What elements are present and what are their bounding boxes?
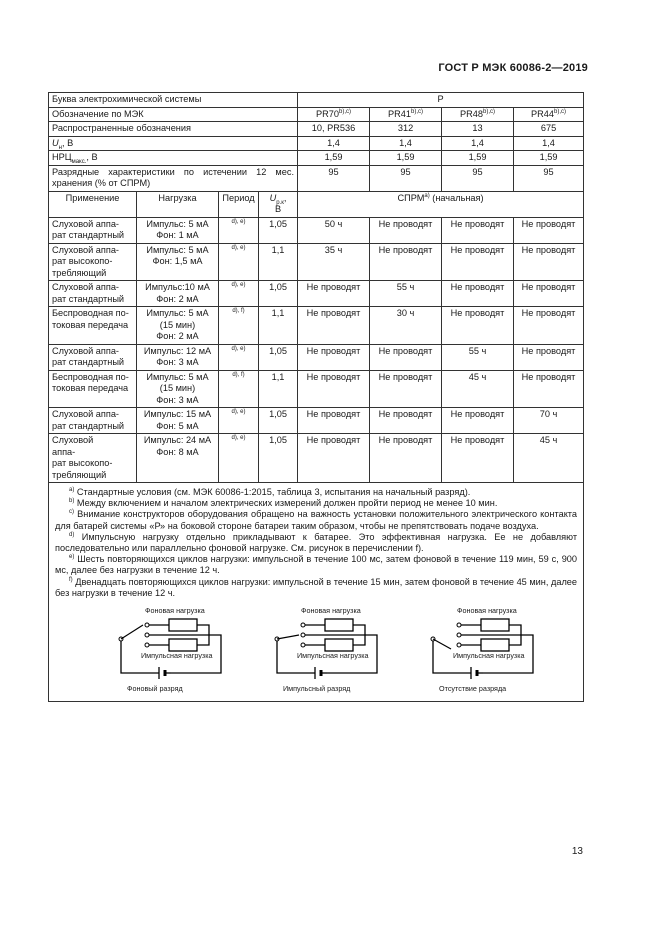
cell-line: Слуховой аппа- xyxy=(52,345,119,356)
row-storage-discharge xyxy=(49,165,584,191)
iec-code: $PR48^{b),c)}$ xyxy=(442,107,514,122)
end-voltage-cell: 1,05 xyxy=(259,281,298,307)
footnote-mark: c) xyxy=(69,509,74,516)
row-common-designations xyxy=(49,122,584,137)
load-cell xyxy=(137,307,219,345)
period-footnote: d), e) xyxy=(231,345,246,352)
table-cell: 95 xyxy=(370,165,442,191)
period-footnote: d), e) xyxy=(231,281,246,288)
table-cell: 1,4 xyxy=(442,136,514,151)
duration-cell: Не проводят xyxy=(370,370,442,408)
footnote-mark: d) xyxy=(69,531,75,538)
duration-cell: 45 ч xyxy=(514,434,584,483)
duration-cell: 55 ч xyxy=(442,344,514,370)
table-row xyxy=(49,370,584,408)
discharge-mode-label: Отсутствие разряда xyxy=(439,684,507,694)
duration-cell: Не проводят xyxy=(370,243,442,281)
circuit-diagram xyxy=(109,605,231,695)
table-row xyxy=(49,344,584,370)
duration-cell: Не проводят xyxy=(442,243,514,281)
duration-cell: Не проводят xyxy=(442,217,514,243)
cell-line: рат высокопо- xyxy=(52,458,113,468)
table-cell: 1,59 xyxy=(442,151,514,166)
row-system-letter xyxy=(49,93,584,108)
table-cell: 312 xyxy=(370,122,442,137)
end-voltage-cell: 1,05 xyxy=(259,434,298,483)
duration-cell: Не проводят xyxy=(514,307,584,345)
load-cell xyxy=(137,408,219,434)
circuit-diagrams xyxy=(75,605,577,695)
table-cell: 1,4 xyxy=(514,136,584,151)
cell-line: Импульс: 15 мА xyxy=(143,409,212,419)
cell-line: рат стандартный xyxy=(52,357,125,367)
end-voltage-cell: 1,05 xyxy=(259,344,298,370)
table-cell: 1,59 xyxy=(370,151,442,166)
table-cell: 1,4 xyxy=(298,136,370,151)
circuit-schematic xyxy=(109,605,231,685)
duration-cell: Не проводят xyxy=(514,344,584,370)
table-cell: 95 xyxy=(298,165,370,191)
end-voltage-cell: 1,1 xyxy=(259,307,298,345)
duration-cell: Не проводят xyxy=(370,217,442,243)
header-load: Нагрузка xyxy=(137,191,219,217)
cell-line: рат стандартный xyxy=(52,230,125,240)
circuit-diagram xyxy=(265,605,387,695)
cell-line: токовая передача xyxy=(52,383,129,393)
duration-cell: Не проводят xyxy=(298,281,370,307)
duration-cell: 55 ч xyxy=(370,281,442,307)
duration-cell: Не проводят xyxy=(442,281,514,307)
table-row xyxy=(49,243,584,281)
footnote xyxy=(55,554,577,576)
duration-cell: Не проводят xyxy=(298,434,370,483)
duration-cell: Не проводят xyxy=(514,217,584,243)
period-cell xyxy=(219,307,259,345)
period-footnote: d), e) xyxy=(231,244,246,251)
duration-cell: Не проводят xyxy=(514,281,584,307)
end-voltage-cell: 1,05 xyxy=(259,408,298,434)
cell-line: Фон: 3 мА xyxy=(156,357,199,367)
footnote-text: Стандартные условия (см. МЭК 60086-1:2015, таблица 3, испытания на начальный разряд). xyxy=(74,487,471,497)
period-footnote: d), e) xyxy=(231,218,246,225)
row-max-ocv xyxy=(49,151,584,166)
row-iec-designation xyxy=(49,107,584,122)
cell-line: (15 мин) xyxy=(159,319,196,330)
footnote-text: Шесть повторяющихся циклов нагрузки: импульсной в течение 100 мс, затем фоновой в течение 119 мин, 59 с, 900 мс, далее без нагрузки в течение 12 ч. xyxy=(55,554,578,576)
cell-line: Фон: 1 мА xyxy=(156,230,199,240)
document-header: ГОСТ Р МЭК 60086-2—2019 xyxy=(438,62,588,74)
table-cell: 95 xyxy=(514,165,584,191)
application-cell xyxy=(49,408,137,434)
duration-cell: Не проводят xyxy=(514,370,584,408)
period-cell xyxy=(219,281,259,307)
load-cell xyxy=(137,370,219,408)
storage-discharge-label: Разрядные характеристики по истечении 12 мес. хранения (% от СПРМ) xyxy=(49,165,298,191)
footnote xyxy=(55,509,577,531)
table-row xyxy=(49,434,584,483)
footnote-text: Между включением и началом электрических измерений должен пройти период не менее 10 мин. xyxy=(74,498,498,509)
footnote-mark: a) xyxy=(69,486,75,493)
duration-cell: 35 ч xyxy=(298,243,370,281)
cell-line: Импульс: 5 мА xyxy=(146,218,209,229)
background-load-label: Фоновая нагрузка xyxy=(457,606,517,616)
pulse-load-label: Импульсная нагрузка xyxy=(297,651,369,661)
application-cell xyxy=(49,217,137,243)
footnote-text: Внимание конструкторов оборудования обращено на важность установки положительного электрического контакта для батарей системы «Р» на боковой стороне батареи таким образом, чтобы не препятствовать подаче воздуха. xyxy=(55,509,578,531)
pulse-load-label: Импульсная нагрузка xyxy=(141,651,213,661)
circuit-schematic xyxy=(265,605,387,685)
cell-line: Импульс: 5 мА xyxy=(146,244,209,255)
duration-cell: Не проводят xyxy=(298,408,370,434)
table-cell: 675 xyxy=(514,122,584,137)
duration-cell: Не проводят xyxy=(514,243,584,281)
header-end-voltage: $U_{р.к}$, В xyxy=(259,191,298,217)
cell-line: Импульс: 12 мА xyxy=(143,345,212,356)
header-period: Период xyxy=(219,191,259,217)
iec-code: $PR44^{b),c)}$ xyxy=(514,107,584,122)
cell-line: Фон: 1,5 мА xyxy=(152,256,203,266)
period-cell xyxy=(219,217,259,243)
cell-line: Слуховой аппа- xyxy=(52,282,119,292)
iec-code: $PR70^{b),c)}$ xyxy=(298,107,370,122)
duration-cell: Не проводят xyxy=(370,408,442,434)
background-load-label: Фоновая нагрузка xyxy=(301,606,361,616)
footnote-mark: b) xyxy=(69,498,75,505)
cell-line: Фон: 2 мА xyxy=(156,331,199,341)
period-cell xyxy=(219,408,259,434)
footnote-text: Импульсную нагрузку отдельно прикладывают к батарее. Это эффективная нагрузка. Ее не добавляют последовательно или параллельно фоновой нагрузке. См. рисунок в перечислении f). xyxy=(55,531,578,554)
cell-line: токовая передача xyxy=(52,319,129,330)
cell-line: Фон: 8 мА xyxy=(156,446,199,457)
application-cell xyxy=(49,434,137,483)
footnotes xyxy=(55,487,577,599)
max-ocv-label: $НРЦ_{макс.}$, В xyxy=(49,151,298,166)
footnote-mark: f) xyxy=(69,576,73,583)
cell-line: рат стандартный xyxy=(52,420,125,431)
cell-line: Слуховой аппа- xyxy=(52,244,119,255)
footnote xyxy=(55,498,577,509)
header-application: Применение xyxy=(49,191,137,217)
footnote xyxy=(55,532,577,554)
iec-code: $PR41^{b),c)}$ xyxy=(370,107,442,122)
period-cell xyxy=(219,243,259,281)
application-cell xyxy=(49,370,137,408)
table-row xyxy=(49,281,584,307)
application-cell xyxy=(49,307,137,345)
cell-line: требляющий xyxy=(52,267,107,278)
duration-cell: Не проводят xyxy=(298,370,370,408)
battery-specs-table xyxy=(48,92,584,702)
load-cell xyxy=(137,344,219,370)
table-cell: 1,59 xyxy=(298,151,370,166)
cell-line: Беспроводная по- xyxy=(52,371,129,382)
common-designations-label: Распространенные обозначения xyxy=(49,122,298,137)
footnote xyxy=(55,577,577,599)
end-voltage-cell: 1,05 xyxy=(259,217,298,243)
cell-line: аппа- xyxy=(52,446,76,457)
row-notes xyxy=(49,483,584,702)
load-cell xyxy=(137,217,219,243)
circuit-diagram xyxy=(421,605,543,695)
page-number: 13 xyxy=(571,846,583,857)
load-cell xyxy=(137,434,219,483)
application-cell xyxy=(49,344,137,370)
header-min-duration: СПРМ$^{a)}$ (начальная) xyxy=(298,191,584,217)
table-cell: 1,59 xyxy=(514,151,584,166)
period-cell xyxy=(219,434,259,483)
application-cell xyxy=(49,243,137,281)
cell-line: Импульс: 24 мА xyxy=(143,435,212,445)
row-nominal-voltage xyxy=(49,136,584,151)
system-letter-label: Буква электрохимической системы xyxy=(49,93,298,108)
cell-line: (15 мин) xyxy=(159,383,196,393)
system-letter-value: P xyxy=(298,93,584,108)
pulse-load-label: Импульсная нагрузка xyxy=(453,651,525,661)
cell-line: Фон: 3 мА xyxy=(156,394,199,405)
duration-cell: Не проводят xyxy=(370,344,442,370)
cell-line: Слуховой xyxy=(52,435,94,445)
period-footnote: d), e) xyxy=(231,434,246,441)
circuit-schematic xyxy=(421,605,543,685)
cell-line: Беспроводная по- xyxy=(52,308,129,318)
duration-cell: Не проводят xyxy=(442,434,514,483)
discharge-mode-label: Импульсный разряд xyxy=(283,684,351,694)
end-voltage-cell: 1,1 xyxy=(259,243,298,281)
load-cell xyxy=(137,243,219,281)
cell-line: рат высокопо- xyxy=(52,256,113,266)
cell-line: Импульс:10 мА xyxy=(145,282,210,292)
footnote xyxy=(55,487,577,498)
period-cell xyxy=(219,370,259,408)
footnote-text: Двенадцать повторяющихся циклов нагрузки: импульсной в течение 15 мин, затем фоновой в течение 45 мин, далее без нагрузки в течение 12 ч. xyxy=(55,576,578,598)
test-rows xyxy=(49,217,584,483)
cell-line: Импульс: 5 мА xyxy=(146,371,209,382)
duration-cell: 45 ч xyxy=(442,370,514,408)
duration-cell: Не проводят xyxy=(442,408,514,434)
cell-line: Слуховой аппа- xyxy=(52,409,119,419)
cell-line: Слуховой аппа- xyxy=(52,218,119,229)
cell-line: Фон: 5 мА xyxy=(156,420,199,431)
nominal-voltage-label: $U_н$, В xyxy=(49,136,298,151)
duration-cell: 30 ч xyxy=(370,307,442,345)
period-footnote: d), f) xyxy=(232,307,245,314)
table-row xyxy=(49,408,584,434)
period-footnote: d), e) xyxy=(231,408,246,415)
period-footnote: d), f) xyxy=(232,371,245,378)
duration-cell: Не проводят xyxy=(442,307,514,345)
application-cell xyxy=(49,281,137,307)
table-cell: 10, PR536 xyxy=(298,122,370,137)
iec-designation-label: Обозначение по МЭК xyxy=(49,107,298,122)
duration-cell: 70 ч xyxy=(514,408,584,434)
cell-line: Импульс: 5 мА xyxy=(146,308,209,318)
end-voltage-cell: 1,1 xyxy=(259,370,298,408)
table-cell: 13 xyxy=(442,122,514,137)
table-cell: 95 xyxy=(442,165,514,191)
table-row xyxy=(49,217,584,243)
background-load-label: Фоновая нагрузка xyxy=(145,606,205,616)
footnote-mark: e) xyxy=(69,554,75,561)
table-row xyxy=(49,307,584,345)
notes-cell xyxy=(49,483,584,702)
period-cell xyxy=(219,344,259,370)
discharge-mode-label: Фоновый разряд xyxy=(127,684,183,694)
table-cell: 1,4 xyxy=(370,136,442,151)
duration-cell: Не проводят xyxy=(298,307,370,345)
cell-line: рат стандартный xyxy=(52,293,125,304)
load-cell xyxy=(137,281,219,307)
cell-line: требляющий xyxy=(52,469,107,480)
duration-cell: Не проводят xyxy=(370,434,442,483)
column-headers xyxy=(49,191,584,217)
duration-cell: Не проводят xyxy=(298,344,370,370)
duration-cell: 50 ч xyxy=(298,217,370,243)
cell-line: Фон: 2 мА xyxy=(156,293,199,304)
